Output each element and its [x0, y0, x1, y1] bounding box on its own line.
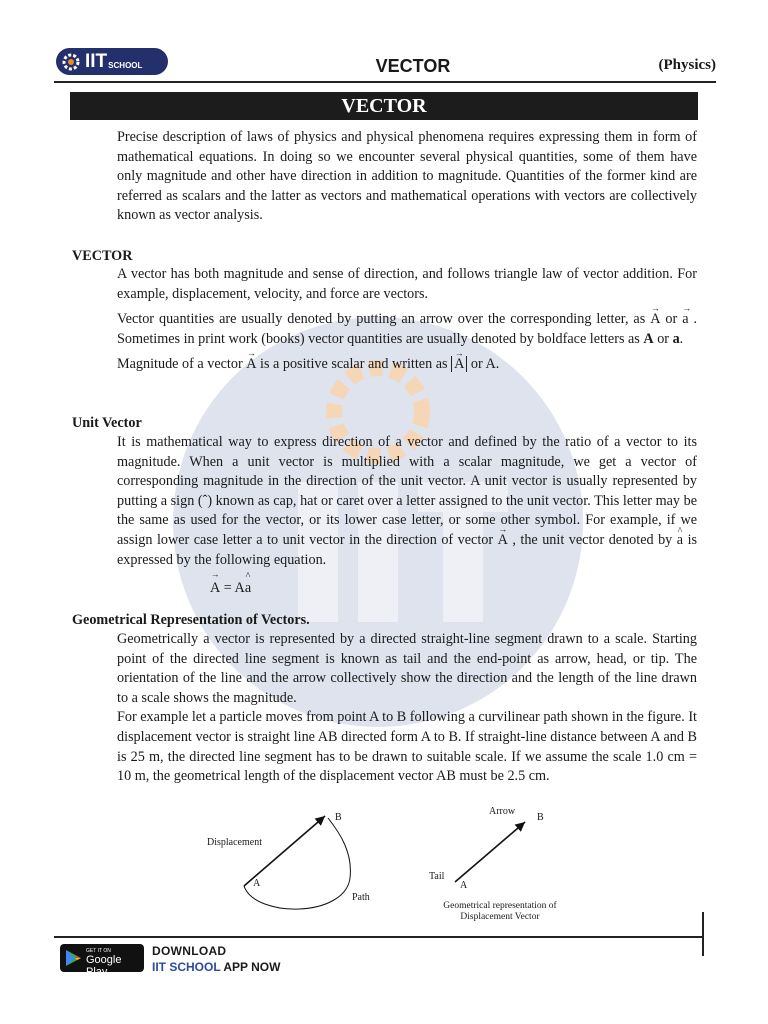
section-heading-vector: VECTOR	[72, 248, 133, 264]
displacement-vector-figure	[425, 804, 575, 928]
app-now-text: IIT SCHOOL APP NOW	[152, 960, 281, 974]
vector-symbol: → A	[246, 355, 256, 375]
unit-vector-symbol: ^ a	[677, 531, 683, 551]
vector-symbol: → A	[454, 355, 464, 375]
geometrical-paragraphs	[117, 630, 697, 793]
label-tail: Tail	[429, 871, 445, 882]
label-point-a: A	[460, 880, 468, 891]
section-heading-unit-vector: Unit Vector	[72, 415, 142, 431]
vector-symbol: → A	[650, 310, 660, 330]
geo-p1: Geometrically a vector is represented by a directed straight-line segment drawn to a scale. Starting point of the directed line segment is known as tail and the end-point as arrow, head, or tip. The orientation of the line and the arrow collectively show the direction and the length of the line drawn to a scale shows the magnitude.	[117, 631, 697, 706]
header-title: VECTOR	[375, 56, 451, 76]
vector-paragraphs	[117, 265, 697, 381]
vector-p3: Magnitude of a vector → A is a positive scalar and written as → A or A.	[117, 355, 697, 375]
unit-vector-paragraph: It is mathematical way to express direction of a vector and defined by the ratio of a vector to its magnitude. When a unit vector is multiplied with a scalar magnitude, we get a vector of corresponding magnitude in the direction of the unit vector. A unit vector is usually represented by putting a sign (ˆ) known as cap, hat or caret over a letter assigned to the unit vector. This letter may be the same as used for the vector, or its lower case letter, or some other symbol. For example, if we assign lower case letter a to unit vector in the direction of vector → A , the unit vector denoted by ^ a is expressed by the following equation.	[117, 433, 697, 576]
intro-paragraph: Precise description of laws of physics and physical phenomena requires expressing them in form of mathematical equations. In doing so we encounter several physical quantities, some of them have only magnitude and other have direction in addition to magnitude. Quantities of the former kind are referred as scalars and the latter as vectors and mathematical operations with vectors are collectively known as vector analysis.	[117, 129, 697, 224]
label-point-b: B	[335, 812, 342, 823]
footer-divider	[54, 936, 704, 938]
chapter-banner: VECTOR	[70, 92, 698, 120]
logo-text: IIT	[85, 50, 108, 72]
geo-p2: For example let a particle moves from point A to B following a curvilinear path shown in the figure. It displacement vector is straight line AB directed form A to B. If straight-line distance between A and B is 25 m, the directed line segment has to be drawn to suitable scale. If we assume the scale 1.0 cm = 10 m, the geometrical length of the displacement vector AB must be 2.5 cm.	[117, 709, 697, 785]
unit-vector-equation: → A = A^ a	[210, 580, 251, 597]
label-point-b: B	[537, 812, 544, 823]
figure-caption: Geometrical representation of Displacement Vector	[443, 901, 557, 922]
vector-p2: Vector quantities are usually denoted by putting an arrow over the corresponding letter, as → A or → a . Sometimes in print work (books) vector quantities are usually denoted by boldface letters as A or a.	[117, 310, 697, 349]
play-store-icon	[66, 950, 81, 966]
header-divider	[54, 81, 716, 83]
section-heading-geometrical: Geometrical Representation of Vectors.	[72, 612, 310, 628]
logo-subtext: SCHOOL	[108, 61, 143, 70]
google-play-badge[interactable]: GET IT ON Google Play	[60, 944, 144, 972]
label-point-a: A	[253, 878, 261, 889]
footer-vertical-rule	[702, 912, 704, 956]
download-text: DOWNLOAD	[152, 944, 227, 958]
label-path: Path	[352, 892, 370, 903]
label-arrow: Arrow	[489, 806, 516, 817]
label-displacement: Displacement	[207, 837, 262, 848]
displacement-path-figure	[200, 808, 390, 918]
vector-p1: A vector has both magnitude and sense of direction, and follows triangle law of vector addition. For example, displacement, velocity, and force are vectors.	[117, 266, 697, 302]
header-subject: (Physics)	[658, 57, 716, 73]
vector-symbol: → A	[498, 531, 508, 551]
vector-symbol: → a	[682, 310, 688, 330]
